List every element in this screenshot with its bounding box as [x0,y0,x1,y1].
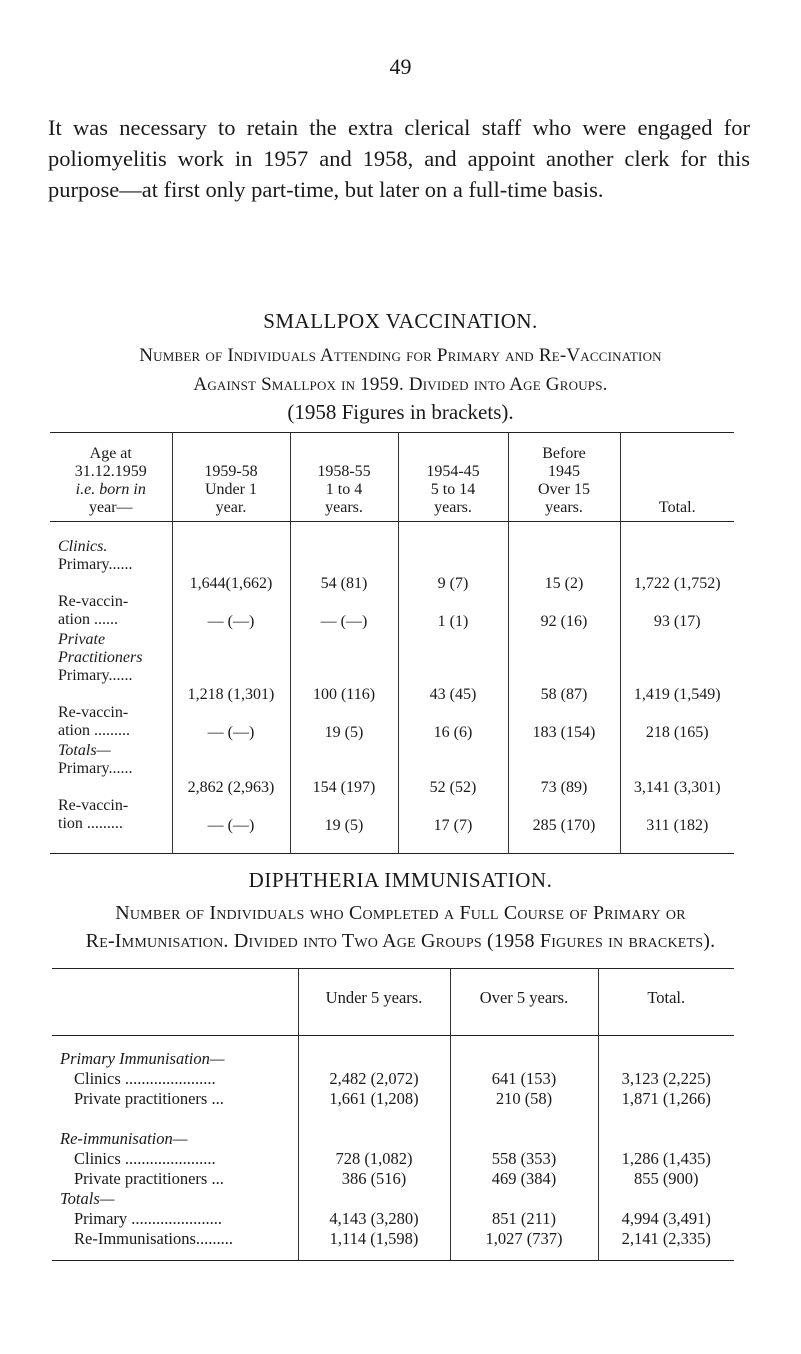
diphtheria-header-2: Over 5 years. [450,969,598,1036]
table-row [50,760,734,797]
smallpox-header-4 [508,433,620,522]
table-row [52,1170,734,1190]
empty-cell [620,522,734,557]
empty-cell [298,1036,450,1071]
header-line: 1959-58 [204,463,258,480]
value-cell: 285 (170) [508,797,620,854]
group-row [52,1110,734,1150]
empty-cell [508,631,620,667]
diphtheria-caption-line2: Re-Immunisation. Divided into Two Age Groups (1958 Figures in brackets). [85,930,716,952]
table-row [50,593,734,631]
header-line: Before [542,445,586,462]
diphtheria-header-1: Under 5 years. [298,969,450,1036]
value-cell: 100 (116) [290,667,398,704]
empty-cell [290,522,398,557]
header-line: 5 to 14 [430,481,476,498]
value-cell: 558 (353) [450,1150,598,1170]
label-line: Re-vaccin- [58,797,129,814]
label-line: Re-vaccin- [58,704,129,721]
row-label: Primary ...................... [74,1209,223,1228]
value-cell: 3,123 (2,225) [598,1070,734,1090]
empty-cell [290,742,398,760]
value-cell: 154 (197) [290,760,398,797]
diphtheria-header-3: Total. [598,969,734,1036]
value-cell: 1,286 (1,435) [598,1150,734,1170]
value-cell: 851 (211) [450,1210,598,1230]
value-cell: 3,141 (3,301) [620,760,734,797]
value-cell: 2,141 (2,335) [598,1230,734,1261]
value-cell: 641 (153) [450,1070,598,1090]
smallpox-caption-line2: Against Smallpox in 1959. Divided into Age Groups. [193,374,608,395]
table-row [50,797,734,854]
smallpox-header-0 [50,433,172,522]
header-line: 1958-55 [317,463,371,480]
empty-cell [290,631,398,667]
header-line: 31.12.1959 [74,463,147,480]
header-line: years. [434,499,472,516]
label-line: Primary...... [58,556,133,573]
value-cell: 218 (165) [620,704,734,742]
group-label: Clinics. [58,538,108,555]
value-cell: 2,482 (2,072) [298,1070,450,1090]
value-cell: 19 (5) [290,704,398,742]
empty-cell [298,1110,450,1150]
empty-cell [620,742,734,760]
page-number: 49 [389,54,412,79]
value-cell: 92 (16) [508,593,620,631]
empty-cell [508,522,620,557]
value-cell: 1,218 (1,301) [172,667,290,704]
value-cell: 43 (45) [398,667,508,704]
smallpox-header-2 [290,433,398,522]
value-cell: 1,871 (1,266) [598,1090,734,1110]
value-cell: 93 (17) [620,593,734,631]
value-cell: 311 (182) [620,797,734,854]
row-label [50,704,172,742]
header-line: year. [215,499,247,516]
value-cell: 386 (516) [298,1170,450,1190]
value-cell: — (—) [290,593,398,631]
empty-cell [172,631,290,667]
empty-cell [450,1190,598,1210]
empty-cell [450,1036,598,1071]
table-row [50,704,734,742]
smallpox-table [50,432,734,854]
row-label: Clinics ...................... [74,1069,216,1088]
value-cell: 19 (5) [290,797,398,854]
diphtheria-header-0 [52,969,298,1036]
smallpox-header-1 [172,433,290,522]
intro-paragraph: It was necessary to retain the extra clerical staff who were engaged for poliomyelitis work in 1957 and 1958, and appoint another clerk for this purpose—at first only part-time, but later on a full-time basis. [48,115,750,202]
row-label [50,667,172,704]
group-label: Totals— [60,1189,115,1208]
empty-cell [172,522,290,557]
row-label: Private practitioners ... [74,1089,224,1108]
header-line: Total. [658,499,696,516]
diphtheria-title: DIPHTHERIA IMMUNISATION. [248,868,553,892]
header-line: i.e. born in [75,481,146,498]
header-line: years. [325,499,363,516]
value-cell: 1,419 (1,549) [620,667,734,704]
smallpox-note: (1958 Figures in brackets). [287,400,514,424]
value-cell: 469 (384) [450,1170,598,1190]
value-cell: 1,114 (1,598) [298,1230,450,1261]
empty-cell [598,1036,734,1071]
empty-cell [398,631,508,667]
row-label: Clinics ...................... [74,1149,216,1168]
table-row [50,556,734,593]
value-cell: 1,027 (737) [450,1230,598,1261]
value-cell: — (—) [172,593,290,631]
table-row [52,1210,734,1230]
label-line: Primary...... [58,760,133,777]
row-label: Re-Immunisations......... [52,1230,298,1261]
row-label [50,797,172,854]
group-label: Re-immunisation— [60,1129,188,1148]
table-row [52,1230,734,1261]
empty-cell [598,1110,734,1150]
value-cell: 58 (87) [508,667,620,704]
empty-cell [398,742,508,760]
row-label [50,556,172,593]
value-cell: 4,143 (3,280) [298,1210,450,1230]
value-cell: 16 (6) [398,704,508,742]
label-line: ation ......... [58,722,130,739]
value-cell: — (—) [172,704,290,742]
table-row [52,1070,734,1090]
header-line: 1 to 4 [325,481,363,498]
value-cell: 15 (2) [508,556,620,593]
empty-cell [172,742,290,760]
label-line: Re-vaccin- [58,593,129,610]
diphtheria-table [52,968,734,1261]
group-row [52,1036,734,1071]
value-cell: 1,644(1,662) [172,556,290,593]
diphtheria-caption-line1: Number of Individuals who Completed a Full Course of Primary or [115,902,686,924]
group-label: Primary Immunisation— [60,1049,225,1068]
row-label [50,760,172,797]
header-line: Age at [89,445,132,462]
empty-cell [298,1190,450,1210]
value-cell: 2,862 (2,963) [172,760,290,797]
empty-cell [398,522,508,557]
value-cell: 17 (7) [398,797,508,854]
value-cell: 210 (58) [450,1090,598,1110]
smallpox-header-3 [398,433,508,522]
value-cell: 4,994 (3,491) [598,1210,734,1230]
value-cell: 855 (900) [598,1170,734,1190]
value-cell: 1,661 (1,208) [298,1090,450,1110]
value-cell: 9 (7) [398,556,508,593]
header-line: Under 1 [205,481,257,498]
label-line: ation ...... [58,611,118,628]
group-row [50,522,734,557]
value-cell: 54 (81) [290,556,398,593]
value-cell: 728 (1,082) [298,1150,450,1170]
header-line: 1945 [548,463,580,480]
group-row [52,1190,734,1210]
value-cell: — (—) [172,797,290,854]
table-row [52,1150,734,1170]
value-cell: 73 (89) [508,760,620,797]
empty-cell [598,1190,734,1210]
group-label: Totals— [58,742,111,759]
header-line: 1954-45 [426,463,480,480]
row-label [50,593,172,631]
row-label: Private practitioners ... [74,1169,224,1188]
table-row [52,1090,734,1110]
smallpox-caption-line1: Number of Individuals Attending for Primary and Re-Vaccination [139,345,662,366]
value-cell: 183 (154) [508,704,620,742]
value-cell: 52 (52) [398,760,508,797]
table-row [50,667,734,704]
header-line: Over 15 [538,481,590,498]
group-row [50,742,734,760]
smallpox-title: SMALLPOX VACCINATION. [263,309,538,333]
smallpox-header-5 [620,433,734,522]
label-line: Primary...... [58,667,133,684]
empty-cell [620,631,734,667]
value-cell: 1,722 (1,752) [620,556,734,593]
value-cell: 1 (1) [398,593,508,631]
group-label: Private Practitioners [58,631,143,666]
header-line: years. [545,499,583,516]
label-line: tion ......... [58,815,123,832]
empty-cell [508,742,620,760]
header-line: year— [88,499,133,516]
group-row [50,631,734,667]
empty-cell [450,1110,598,1150]
